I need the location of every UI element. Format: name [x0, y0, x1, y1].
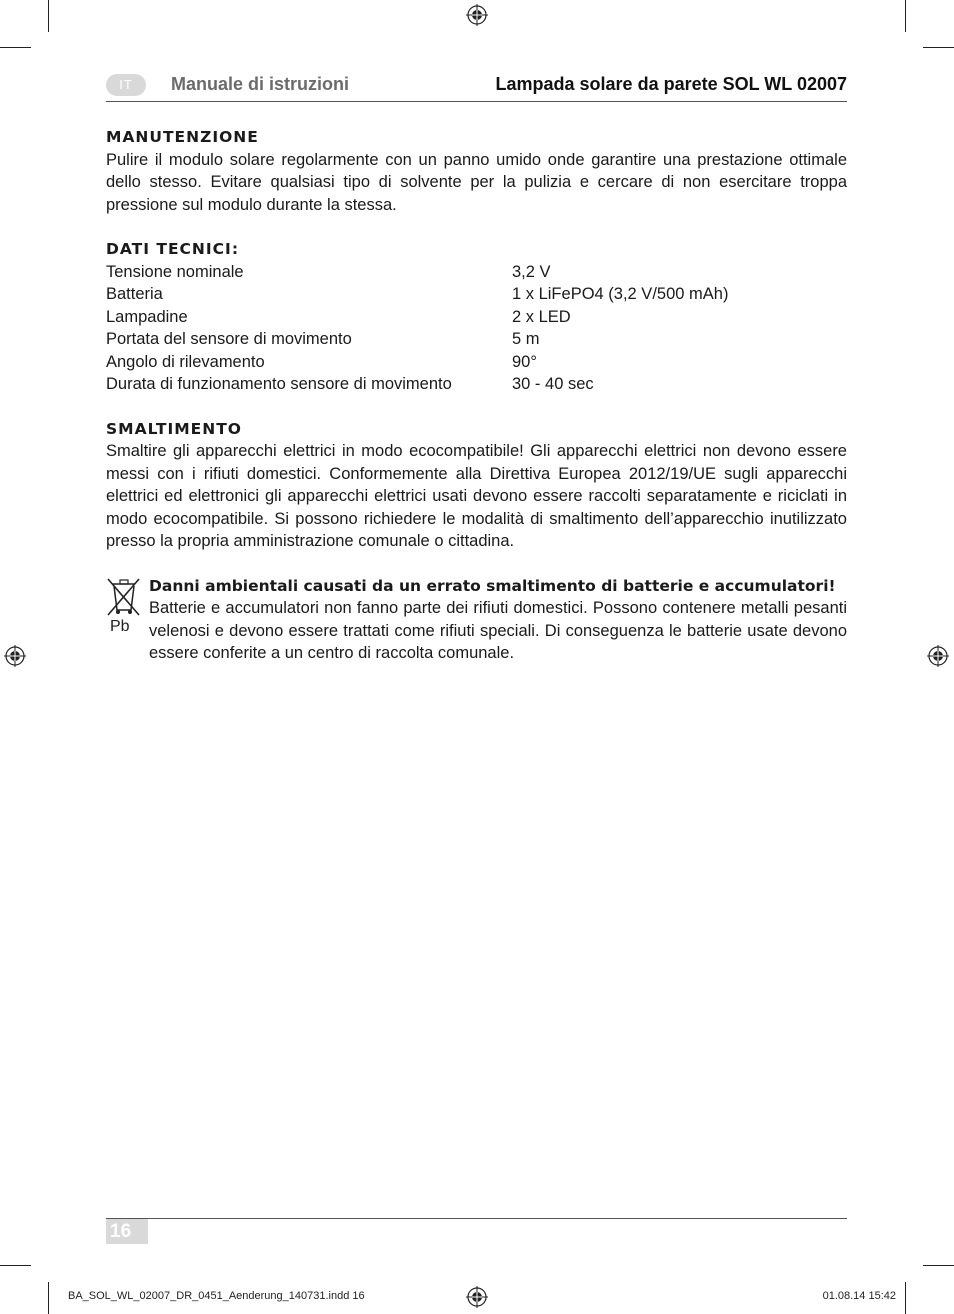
- spec-label: Batteria: [106, 285, 163, 303]
- paragraph: Pulire il modulo solare regolarmente con un panno umido onde garantire una prestazione ottimale dello stesso. Evitare qualsiasi tipo di solvente per la pulizia e cercare di non esercitare troppa pressione sul modulo durante la stessa.: [106, 150, 847, 214]
- pb-label: Pb: [110, 617, 130, 635]
- page-header: [106, 72, 847, 102]
- crop-mark: [48, 1282, 49, 1314]
- registration-mark-icon: [4, 645, 26, 667]
- spec-value: 90°: [512, 352, 537, 371]
- crop-mark: [923, 1265, 954, 1266]
- crop-mark: [923, 47, 954, 48]
- print-slug-datetime: 01.08.14 15:42: [822, 1290, 896, 1302]
- spec-value: 1 x LiFePO4 (3,2 V/500 mAh): [512, 285, 729, 303]
- spec-value: 30 - 40 sec: [512, 375, 594, 393]
- crop-mark: [905, 0, 906, 32]
- section-heading: MANUTENZIONE: [106, 128, 259, 146]
- spec-value: 3,2 V: [512, 262, 551, 281]
- spec-label: Durata di funzionamento sensore di movimento: [106, 375, 452, 393]
- registration-mark-icon: [466, 4, 488, 26]
- maintenance-section: [106, 126, 847, 216]
- warning-title: Danni ambientali causati da un errato smaltimento di batterie e accumulatori!: [149, 576, 836, 595]
- crossed-bin-pb-icon: [106, 577, 142, 635]
- spec-value: 2 x LED: [512, 307, 571, 326]
- registration-mark-icon: [466, 1286, 488, 1308]
- registration-mark-icon: [927, 645, 949, 667]
- table-row: [106, 351, 728, 374]
- spec-label: Lampadine: [106, 307, 188, 326]
- crop-mark: [905, 1282, 906, 1314]
- product-title: Lampada solare da parete SOL WL 02007: [495, 74, 847, 94]
- crop-mark: [0, 47, 31, 48]
- crop-mark: [0, 1265, 31, 1266]
- spec-value: 5 m: [512, 330, 540, 348]
- spec-label: Portata del sensore di movimento: [106, 330, 352, 348]
- paragraph: Smaltire gli apparecchi elettrici in modo ecocompatibile! Gli apparecchi elettrici non devono essere messi con i rifiuti domestici. Conformemente alla Direttiva Europea 2012/19/UE sugli apparecchi elettrici ed elettronici gli apparecchi elettrici usati devono essere raccolti separatamente e riciclati in modo ecocompatibile. Si possono richiedere le modalità di smaltimento dell’apparecchio inutilizzato presso la propria amministrazione comunale o cittadina.: [106, 442, 847, 550]
- table-row: [106, 261, 728, 284]
- page-number: 16: [106, 1219, 148, 1244]
- crop-mark: [48, 0, 49, 32]
- print-slug-file: BA_SOL_WL_02007_DR_0451_Aenderung_140731.indd 16: [68, 1290, 365, 1302]
- spec-label: Tensione nominale: [106, 262, 244, 281]
- table-row: [106, 373, 728, 396]
- battery-warning: [106, 575, 847, 665]
- section-heading: SMALTIMENTO: [106, 419, 242, 438]
- disposal-section: [106, 418, 847, 553]
- language-badge: IT: [106, 74, 146, 96]
- table-row: [106, 283, 728, 306]
- spec-label: Angolo di rilevamento: [106, 352, 265, 371]
- manual-title: Manuale di istruzioni: [171, 74, 350, 94]
- paragraph: Batterie e accumulatori non fanno parte dei rifiuti domestici. Possono contenere metalli pesanti velenosi e devono essere trattati come rifiuti speciali. Di conseguenza le batterie usate devono essere conferite a un centro di raccolta comunale.: [149, 599, 847, 662]
- specs-table: [106, 261, 728, 396]
- table-row: [106, 306, 728, 329]
- table-row: [106, 328, 728, 351]
- section-heading: DATI TECNICI:: [106, 240, 240, 258]
- specs-section: [106, 238, 847, 396]
- page-content: [106, 126, 847, 665]
- footer-rule: [106, 1218, 847, 1219]
